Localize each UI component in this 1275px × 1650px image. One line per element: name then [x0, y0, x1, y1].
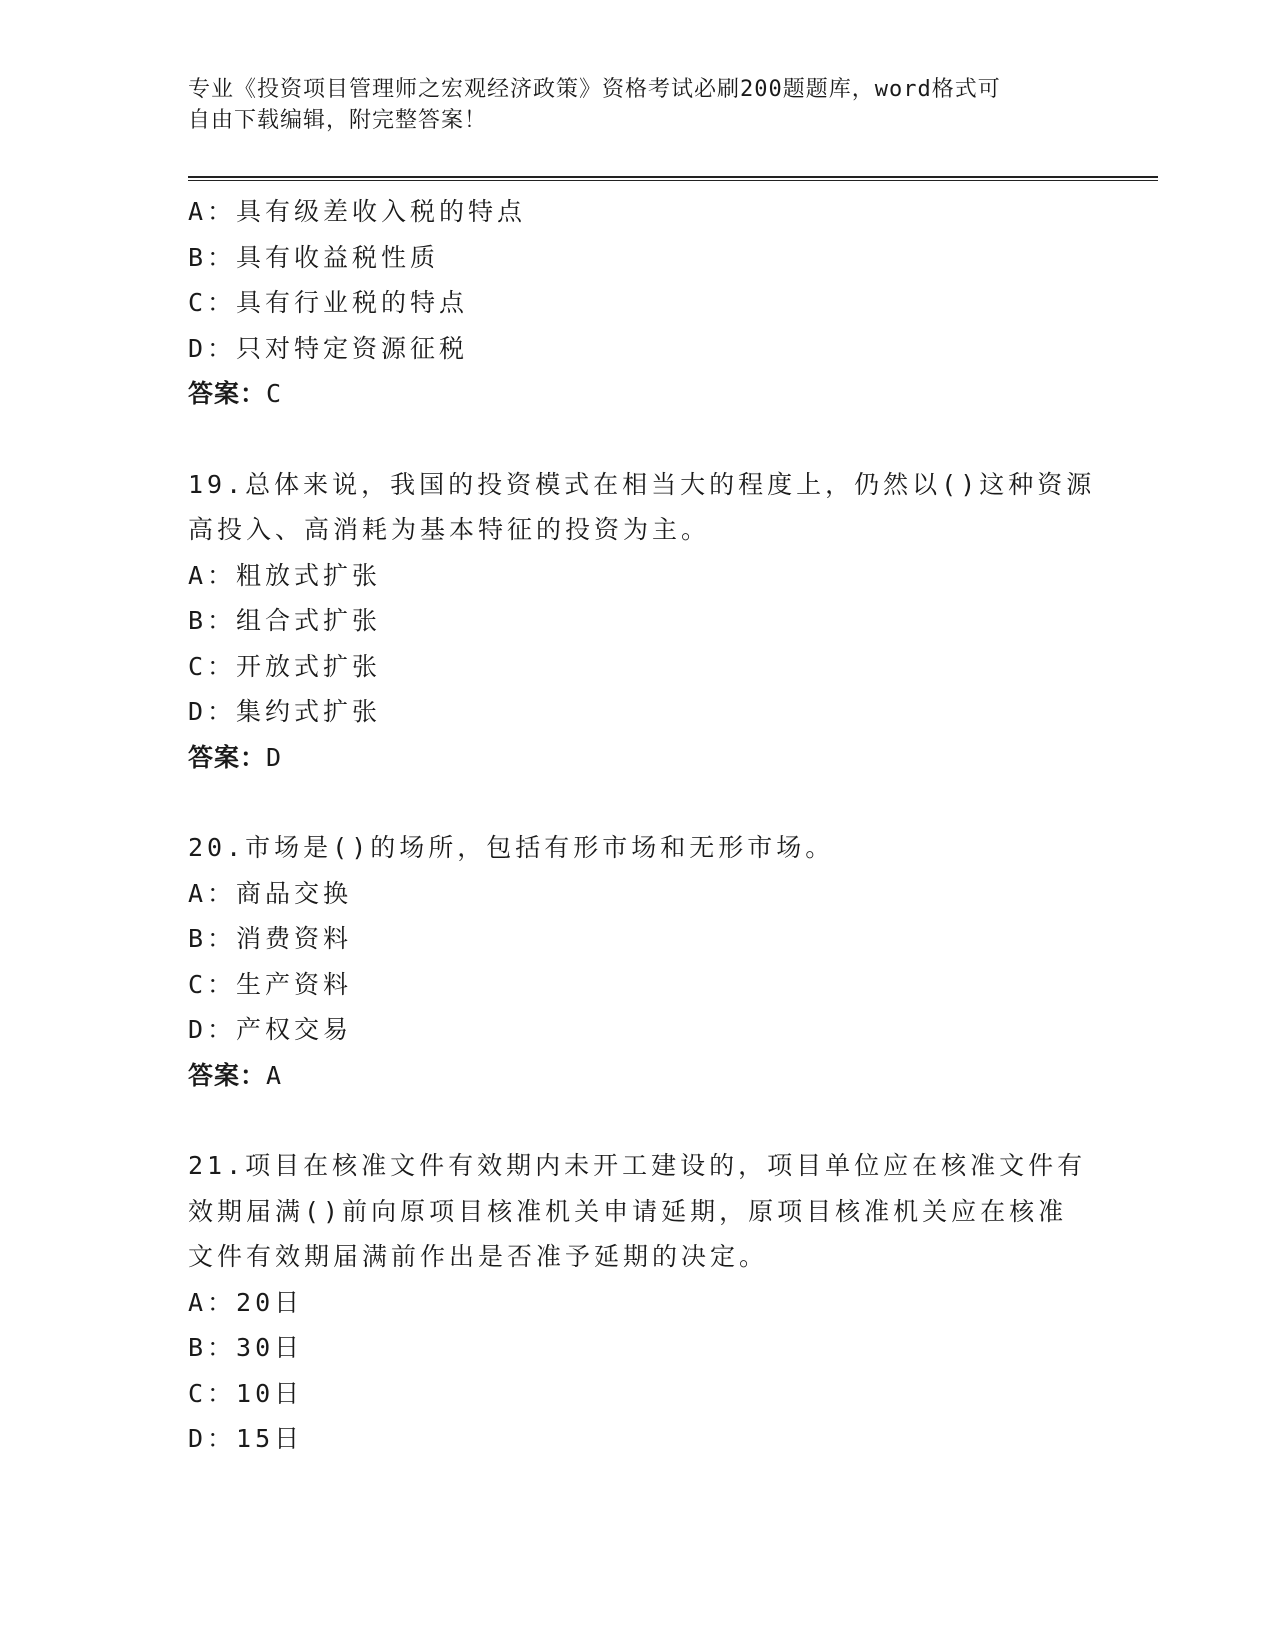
answer-value: A	[266, 1060, 283, 1090]
option-b: B：30日	[188, 1333, 304, 1362]
question-text-line: 21.项目在核准文件有效期内未开工建设的，项目单位应在核准文件有	[188, 1151, 1087, 1180]
question-text-line: 高投入、高消耗为基本特征的投资为主。	[188, 515, 711, 544]
question-gap	[188, 1098, 1088, 1143]
header-title-line-2: 自由下载编辑，附完整答案！	[188, 108, 488, 133]
option-c: C：生产资料	[188, 969, 353, 999]
option-c: C：10日	[188, 1378, 304, 1408]
option-a: A：具有级差收入税的特点	[188, 197, 527, 226]
answer-line	[188, 371, 1088, 417]
option-a: A：粗放式扩张	[188, 560, 382, 590]
question-text-line: 19.总体来说，我国的投资模式在相当大的程度上，仍然以()这种资源	[188, 469, 1096, 499]
option-c: C：开放式扩张	[188, 651, 382, 681]
option-b: B：具有收益税性质	[188, 242, 440, 272]
option-d: D：15日	[188, 1424, 304, 1453]
question-19	[188, 462, 1096, 781]
answer-line	[188, 1053, 1088, 1099]
option-c: C：具有行业税的特点	[188, 288, 469, 317]
question-20	[188, 825, 1088, 1098]
question-content	[188, 189, 1096, 1462]
question-18	[188, 189, 1088, 417]
question-gap	[188, 417, 1088, 462]
option-d: D：产权交易	[188, 1015, 353, 1044]
question-21	[188, 1143, 1088, 1462]
question-gap	[188, 780, 1088, 825]
answer-line	[188, 735, 1088, 781]
option-d: D：集约式扩张	[188, 697, 382, 726]
header-title-line-1: 专业《投资项目管理师之宏观经济政策》资格考试必刷200题题库，word格式可	[188, 77, 1001, 102]
question-text-line: 文件有效期届满前作出是否准予延期的决定。	[188, 1242, 769, 1271]
answer-label: 答案：	[188, 379, 267, 408]
question-text-line: 效期届满()前向原项目核准机关申请延期，原项目核准机关应在核准	[188, 1196, 1068, 1226]
answer-label: 答案：	[188, 1060, 267, 1090]
option-a: A：20日	[188, 1287, 304, 1317]
option-a: A：商品交换	[188, 878, 353, 908]
option-b: B：组合式扩张	[188, 606, 382, 635]
document-header	[188, 74, 1068, 136]
option-d: D：只对特定资源征税	[188, 333, 469, 363]
question-text-line: 20.市场是()的场所，包括有形市场和无形市场。	[188, 833, 835, 862]
option-b: B：消费资料	[188, 924, 353, 953]
answer-label: 答案：	[188, 742, 267, 772]
answer-value: C	[266, 379, 283, 408]
header-divider	[188, 176, 1158, 181]
answer-value: D	[266, 742, 283, 772]
